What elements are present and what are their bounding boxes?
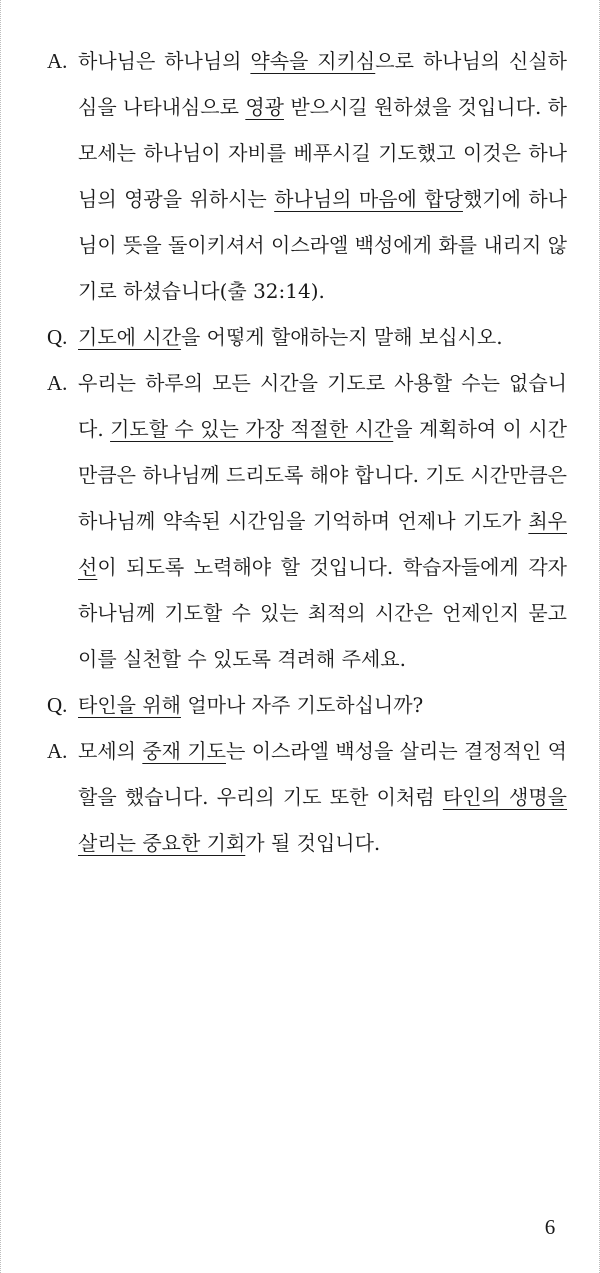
question-marker: Q. <box>47 325 68 349</box>
underlined-phrase: 기도에 시간 <box>78 325 181 349</box>
text-segment: 모세의 <box>78 739 143 763</box>
answer-marker: A. <box>47 49 68 73</box>
answer-paragraph <box>47 728 567 866</box>
answer-paragraph <box>47 38 567 314</box>
answer-marker: A. <box>47 739 68 763</box>
page-border-left <box>0 0 3 1273</box>
text-segment: 했기에 하나님이 뜻을 돌이키셔서 이스라엘 백성에게 화를 내리지 않기로 하셨습니다(출 32:14). <box>78 187 567 303</box>
qa-section <box>47 38 567 866</box>
underlined-phrase: 최우선 <box>78 509 567 579</box>
question-marker: Q. <box>47 693 68 717</box>
page-number: 6 <box>544 1215 556 1239</box>
underlined-phrase: 약속을 지키심 <box>250 49 376 73</box>
underlined-phrase: 타인을 위해 <box>78 693 181 717</box>
underlined-phrase: 영광 <box>245 95 284 119</box>
text-segment: 얼마나 자주 기도하십니까? <box>180 693 424 717</box>
question-paragraph <box>47 682 567 728</box>
text-segment: 는 이스라엘 백성을 살리는 결정적인 역할을 했습니다. 우리의 기도 또한 이처럼 <box>78 739 567 809</box>
text-segment: 하나님은 하나님의 <box>78 49 251 73</box>
answer-paragraph <box>47 360 567 682</box>
answer-marker: A. <box>47 371 68 395</box>
text-segment: 이 되도록 노력해야 할 것입니다. 학습자들에게 각자 하나님께 기도할 수 있는 최적의 시간은 언제인지 묻고 이를 실천할 수 있도록 격려해 주세요. <box>78 555 567 671</box>
underlined-phrase: 타인의 생명을 살리는 중요한 기회 <box>78 785 568 855</box>
underlined-phrase: 중재 기도 <box>142 739 226 763</box>
text-segment: 우리는 하루의 모든 시간을 기도로 사용할 수는 없습니다. <box>78 371 567 441</box>
question-paragraph <box>47 314 567 360</box>
text-segment: 을 계획하여 이 시간만큼은 하나님께 드리도록 해야 합니다. 기도 시간만큼은 하나님께 약속된 시간임을 기억하며 언제나 기도가 <box>78 417 567 533</box>
text-segment: 을 어떻게 할애하는지 말해 보십시오. <box>180 325 503 349</box>
text-segment: 으로 하나님의 신실하심을 나타내심으로 <box>78 49 567 119</box>
underlined-phrase: 기도할 수 있는 가장 적절한 시간 <box>110 417 394 441</box>
underlined-phrase: 하나님의 마음에 합당 <box>274 187 463 211</box>
text-segment: 가 될 것입니다. <box>245 831 381 855</box>
text-segment: 받으시길 원하셨을 것입니다. 하모세는 하나님이 자비를 베푸시길 기도했고 이것은 하나님의 영광을 위하시는 <box>78 95 567 211</box>
